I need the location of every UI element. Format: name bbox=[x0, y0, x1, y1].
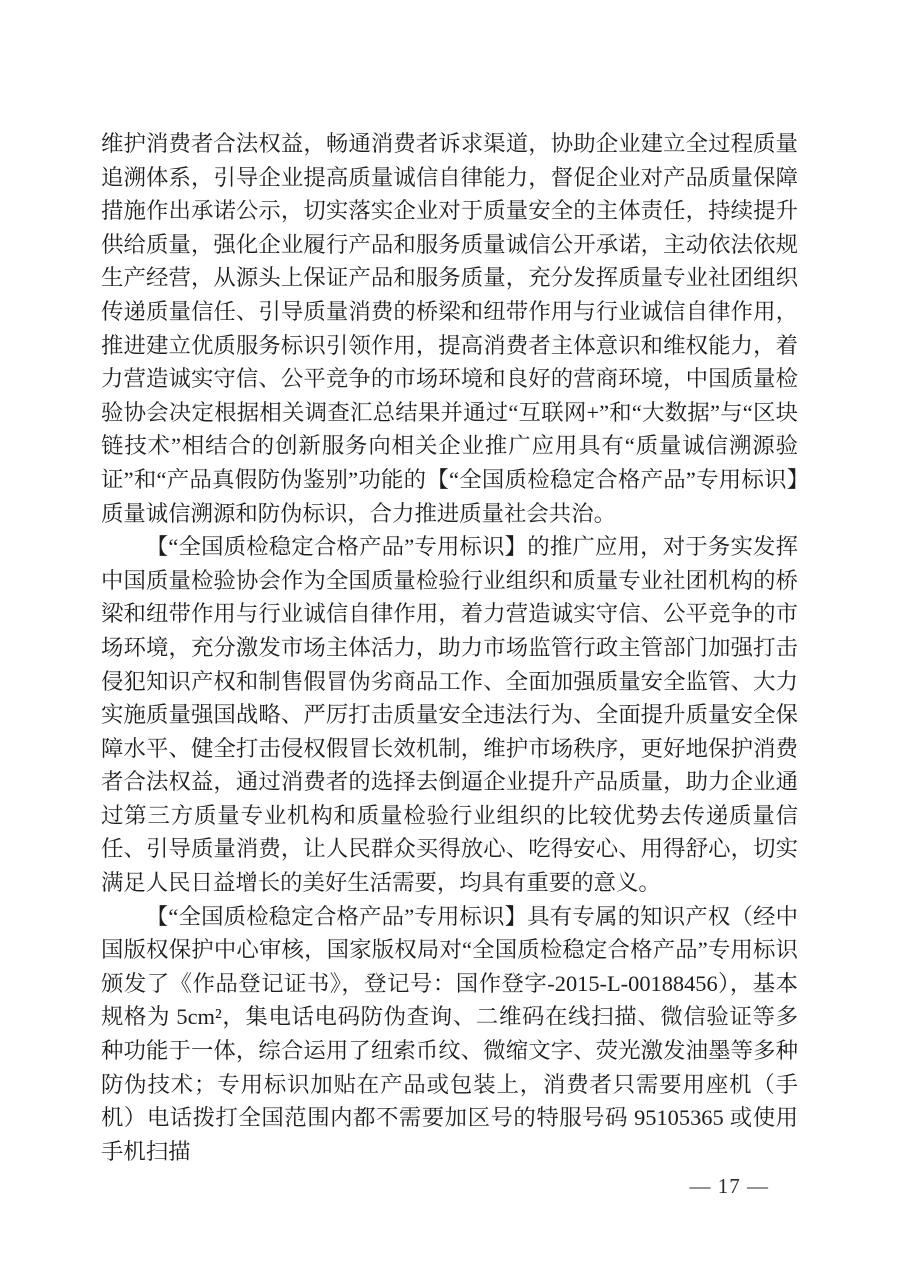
page-number: — 17 — bbox=[689, 1174, 769, 1198]
body-paragraph: 维护消费者合法权益，畅通消费者诉求渠道，协助企业建立全过程质量追溯体系，引导企业提高质量诚信自律能力，督促企业对产品质量保障措施作出承诺公示，切实落实企业对于质量安全的主体责任，持续提升供给质量，强化企业履行产品和服务质量诚信公开承诺，主动依法依规生产经营，从源头上保证产品和服务质量，充分发挥质量专业社团组织传递质量信任、引导质量消费的桥梁和纽带作用与行业诚信自律作用，推进建立优质服务标识引领作用，提高消费者主体意识和维权能力，着力营造诚实守信、公平竞争的市场环境和良好的营商环境，中国质量检验协会决定根据相关调查汇总结果并通过“互联网+”和“大数据”与“区块链技术”相结合的创新服务向相关企业推广应用具有“质量诚信溯源验证”和“产品真假防伪鉴别”功能的【“全国质检稳定合格产品”专用标识】质量诚信溯源和防伪标识，合力推进质量社会共治。 bbox=[101, 131, 798, 526]
body-paragraph: 【“全国质检稳定合格产品”专用标识】的推广应用，对于务实发挥中国质量检验协会作为全国质量检验行业组织和质量专业社团机构的桥梁和纽带作用与行业诚信自律作用，着力营造诚实守信、公平竞争的市场环境，充分激发市场主体活力，助力市场监管行政主管部门加强打击侵犯知识产权和制售假冒伪劣商品工作、全面加强质量安全监管、大力实施质量强国战略、严厉打击质量安全违法行为、全面提升质量安全保障水平、健全打击侵权假冒长效机制，维护市场秩序，更好地保护消费者合法权益，通过消费者的选择去倒逼企业提升产品质量，助力企业通过第三方质量专业机构和质量检验行业组织的比较优势去传递质量信任、引导质量消费，让人民群众买得放心、吃得安心、用得舒心，切实满足人民日益增长的美好生活需要，均具有重要的意义。 bbox=[101, 534, 798, 896]
body-paragraph: 【“全国质检稳定合格产品”专用标识】具有专属的知识产权（经中国版权保护中心审核，国家版权局对“全国质检稳定合格产品”专用标识颁发了《作品登记证书》，登记号：国作登字-2015-L-00188456），基本规格为 5cm²，集电话电码防伪查询、二维码在线扫描、微信验证等多种功能于一体，综合运用了纽索币纹、微缩文字、荧光激发油墨等多种防伪技术；专用标识加贴在产品或包装上，消费者只需要用座机（手机）电话拨打全国范围内都不需要加区号的特服号码 95105365 或使用手机扫描 bbox=[101, 903, 798, 1164]
document-body bbox=[101, 127, 798, 1168]
